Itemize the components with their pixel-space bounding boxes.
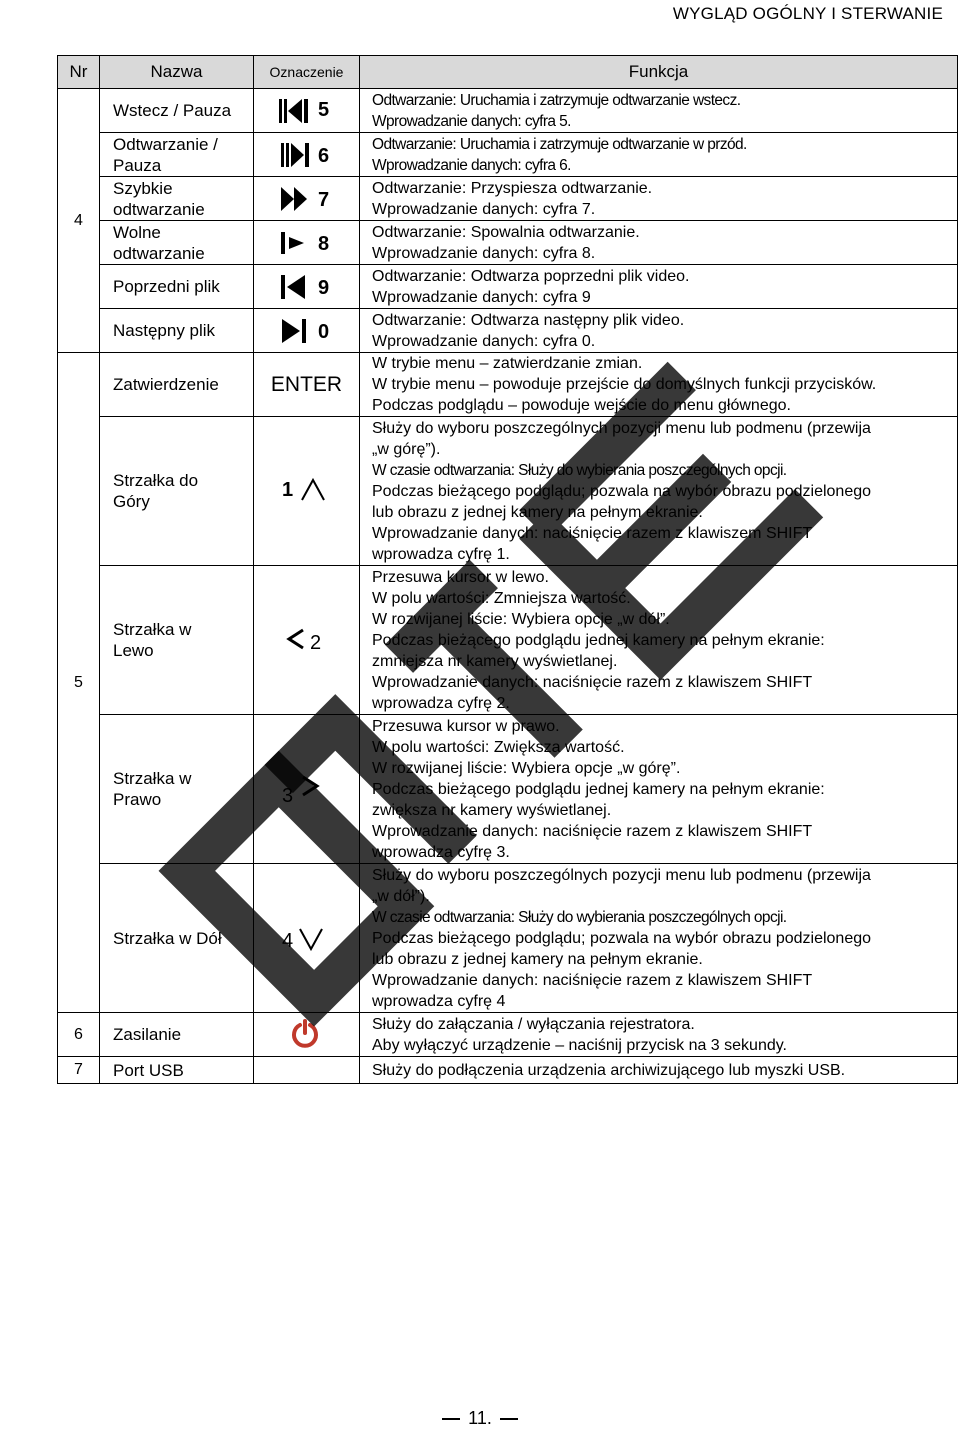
control-name: Poprzedni plik — [100, 265, 254, 309]
control-name: Zasilanie — [100, 1013, 254, 1057]
control-name: Szybkie odtwarzanie — [100, 177, 254, 221]
control-symbol — [254, 566, 360, 715]
symbol-digit: 8 — [318, 233, 330, 255]
column-header-nr: Nr — [58, 56, 100, 89]
symbol-digit: 6 — [318, 145, 330, 167]
arrow-down-icon — [298, 926, 324, 952]
table-row — [58, 864, 958, 1013]
control-symbol — [254, 715, 360, 864]
table-row — [58, 89, 958, 133]
symbol-digit: 7 — [318, 189, 330, 211]
table-row — [58, 1057, 958, 1084]
control-function: Przesuwa kursor w prawo. W polu wartości: Zwiększa wartość. W rozwijanej liście: Wybiera opcje „w górę”. Podczas bieżącego podglądu jednej kamery na pełnym ekranie: zwiększa nr kamery wyświetlanej. Wprowadzanie danych: naciśnięcie razem z klawiszem SHIFT wprowadza cyfrę 3. — [360, 715, 958, 864]
arrow-left-icon — [286, 626, 306, 652]
enter-label: ENTER — [270, 372, 343, 396]
control-function: Odtwarzanie: Uruchamia i zatrzymuje odtwarzanie wstecz. Wprowadzanie danych: cyfra 5. — [360, 89, 958, 133]
control-name: Strzałka w Dół — [100, 864, 254, 1013]
next-file-icon — [280, 317, 310, 345]
control-symbol — [254, 89, 360, 133]
control-function: Służy do podłączenia urządzenia archiwizującego lub myszki USB. — [360, 1057, 958, 1084]
control-symbol — [254, 177, 360, 221]
table-row — [58, 715, 958, 864]
previous-file-icon — [280, 273, 310, 301]
slow-play-icon — [280, 231, 310, 255]
column-header-name: Nazwa — [100, 56, 254, 89]
controls-table — [57, 55, 958, 1084]
control-function: Służy do załączania / wyłączania rejestratora. Aby wyłączyć urządzenie – naciśnij przycisk na 3 sekundy. — [360, 1013, 958, 1057]
table-row — [58, 1013, 958, 1057]
table-row — [58, 353, 958, 417]
fast-forward-icon — [280, 185, 310, 213]
symbol-digit: 9 — [318, 277, 330, 299]
control-function: Odtwarzanie: Odtwarza poprzedni plik video. Wprowadzanie danych: cyfra 9 — [360, 265, 958, 309]
arrow-right-icon — [300, 773, 320, 799]
control-name: Strzałka do Góry — [100, 417, 254, 566]
control-name: Strzałka w Prawo — [100, 715, 254, 864]
control-symbol — [254, 353, 360, 417]
control-function: Odtwarzanie: Uruchamia i zatrzymuje odtwarzanie w przód. Wprowadzanie danych: cyfra 6. — [360, 133, 958, 177]
symbol-digit: 2 — [310, 632, 322, 654]
control-name: Odtwarzanie / Pauza — [100, 133, 254, 177]
table-row — [58, 133, 958, 177]
table-row — [58, 566, 958, 715]
table-row — [58, 265, 958, 309]
symbol-digit: 5 — [318, 99, 330, 121]
control-symbol — [254, 133, 360, 177]
play-pause-icon — [280, 141, 310, 169]
control-function: Służy do wyboru poszczególnych pozycji menu lub podmenu (przewija „w górę”). W czasie odtwarzania: Służy do wybierania poszczególnych opcji. Podczas bieżącego podglądu; pozwala na wybór obrazu podzielonego lub obrazu z jednej kamery na pełnym ekranie. Wprowadzanie danych: naciśnięcie razem z klawiszem SHIFT wprowadza cyfrę 1. — [360, 417, 958, 566]
symbol-digit: 3 — [282, 785, 294, 807]
page-header: WYGLĄD OGÓLNY I STERWANIE — [672, 4, 943, 23]
group-number: 7 — [58, 1057, 100, 1084]
table-header-row — [58, 56, 958, 89]
power-icon — [290, 1019, 320, 1049]
symbol-digit: 1 — [282, 479, 294, 501]
group-number: 5 — [58, 353, 100, 1013]
column-header-symbol: Oznaczenie — [254, 56, 360, 89]
control-name: Zatwierdzenie — [100, 353, 254, 417]
control-symbol — [254, 309, 360, 353]
table-row — [58, 417, 958, 566]
table-row — [58, 309, 958, 353]
table-row — [58, 177, 958, 221]
control-function: Przesuwa kursor w lewo. W polu wartości: Zmniejsza wartość. W rozwijanej liście: Wybiera opcje „w dół”. Podczas bieżącego podglądu jednej kamery na pełnym ekranie: zmniejsza nr kamery wyświetlanej. Wprowadzanie danych: naciśnięcie razem z klawiszem SHIFT wprowadza cyfrę 2. — [360, 566, 958, 715]
control-symbol — [254, 417, 360, 566]
control-name: Strzałka w Lewo — [100, 566, 254, 715]
control-symbol — [254, 864, 360, 1013]
rewind-pause-icon — [278, 97, 310, 125]
symbol-digit: 0 — [318, 321, 330, 343]
control-symbol — [254, 265, 360, 309]
control-name: Wolne odtwarzanie — [100, 221, 254, 265]
control-name: Następny plik — [100, 309, 254, 353]
control-function: Odtwarzanie: Odtwarza następny plik video. Wprowadzanie danych: cyfra 0. — [360, 309, 958, 353]
control-function: Odtwarzanie: Spowalnia odtwarzanie. Wprowadzanie danych: cyfra 8. — [360, 221, 958, 265]
control-function: W trybie menu – zatwierdzanie zmian. W trybie menu – powoduje przejście do domyślnych funkcji przycisków. Podczas podglądu – powoduje wejście do menu głównego. — [360, 353, 958, 417]
table-row — [58, 221, 958, 265]
control-function: Służy do wyboru poszczególnych pozycji menu lub podmenu (przewija „w dół”). W czasie odtwarzania: Służy do wybierania poszczególnych opcji. Podczas bieżącego podglądu; pozwala na wybór obrazu podzielonego lub obrazu z jednej kamery na pełnym ekranie. Wprowadzanie danych: naciśnięcie razem z klawiszem SHIFT wprowadza cyfrę 4 — [360, 864, 958, 1013]
control-name: Port USB — [100, 1057, 254, 1084]
symbol-digit: 4 — [282, 930, 294, 952]
page-number: 11. — [0, 1408, 960, 1429]
control-function: Odtwarzanie: Przyspiesza odtwarzanie. Wprowadzanie danych: cyfra 7. — [360, 177, 958, 221]
group-number: 4 — [58, 89, 100, 353]
arrow-up-icon — [300, 477, 326, 503]
control-symbol — [254, 221, 360, 265]
control-symbol — [254, 1013, 360, 1057]
control-symbol — [254, 1057, 360, 1084]
group-number: 6 — [58, 1013, 100, 1057]
control-name: Wstecz / Pauza — [100, 89, 254, 133]
column-header-function: Funkcja — [360, 56, 958, 89]
